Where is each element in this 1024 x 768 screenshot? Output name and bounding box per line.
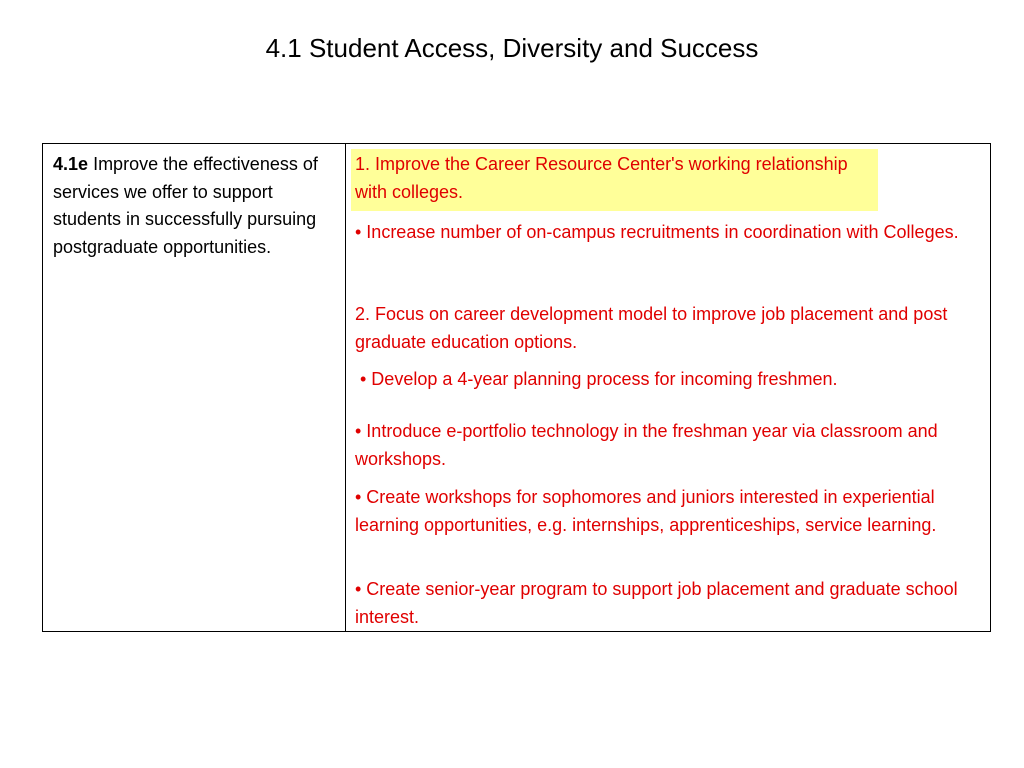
action-item-3: 2. Focus on career development model to improve job placement and post graduate education options. (355, 304, 948, 352)
action-item-7: • Create senior-year program to support job placement and graduate school interest. (355, 579, 958, 627)
action-item-2: • Increase number of on-campus recruitments in coordination with Colleges. (355, 222, 959, 242)
action-item-4: • Develop a 4-year planning process for incoming freshmen. (355, 369, 838, 389)
action-item-5: • Introduce e-portfolio technology in the freshman year via classroom and workshops. (355, 421, 938, 469)
column-divider (345, 144, 346, 631)
highlighted-action: 1. Improve the Career Resource Center's working relationship with colleges. (351, 149, 878, 211)
goal-code: 4.1e (53, 154, 89, 174)
action-item-1 (355, 149, 985, 211)
slide-title: 4.1 Student Access, Diversity and Success (265, 33, 759, 63)
action-item-6: • Create workshops for sophomores and juniors interested in experiential learning opportunities, e.g. internships, apprenticeships, service learning. (355, 487, 937, 535)
goal-cell (53, 151, 343, 261)
goals-table (42, 143, 991, 632)
goal-description: Improve the effectiveness of services we offer to support students in successfully pursuing postgraduate opportunities. (53, 154, 318, 257)
